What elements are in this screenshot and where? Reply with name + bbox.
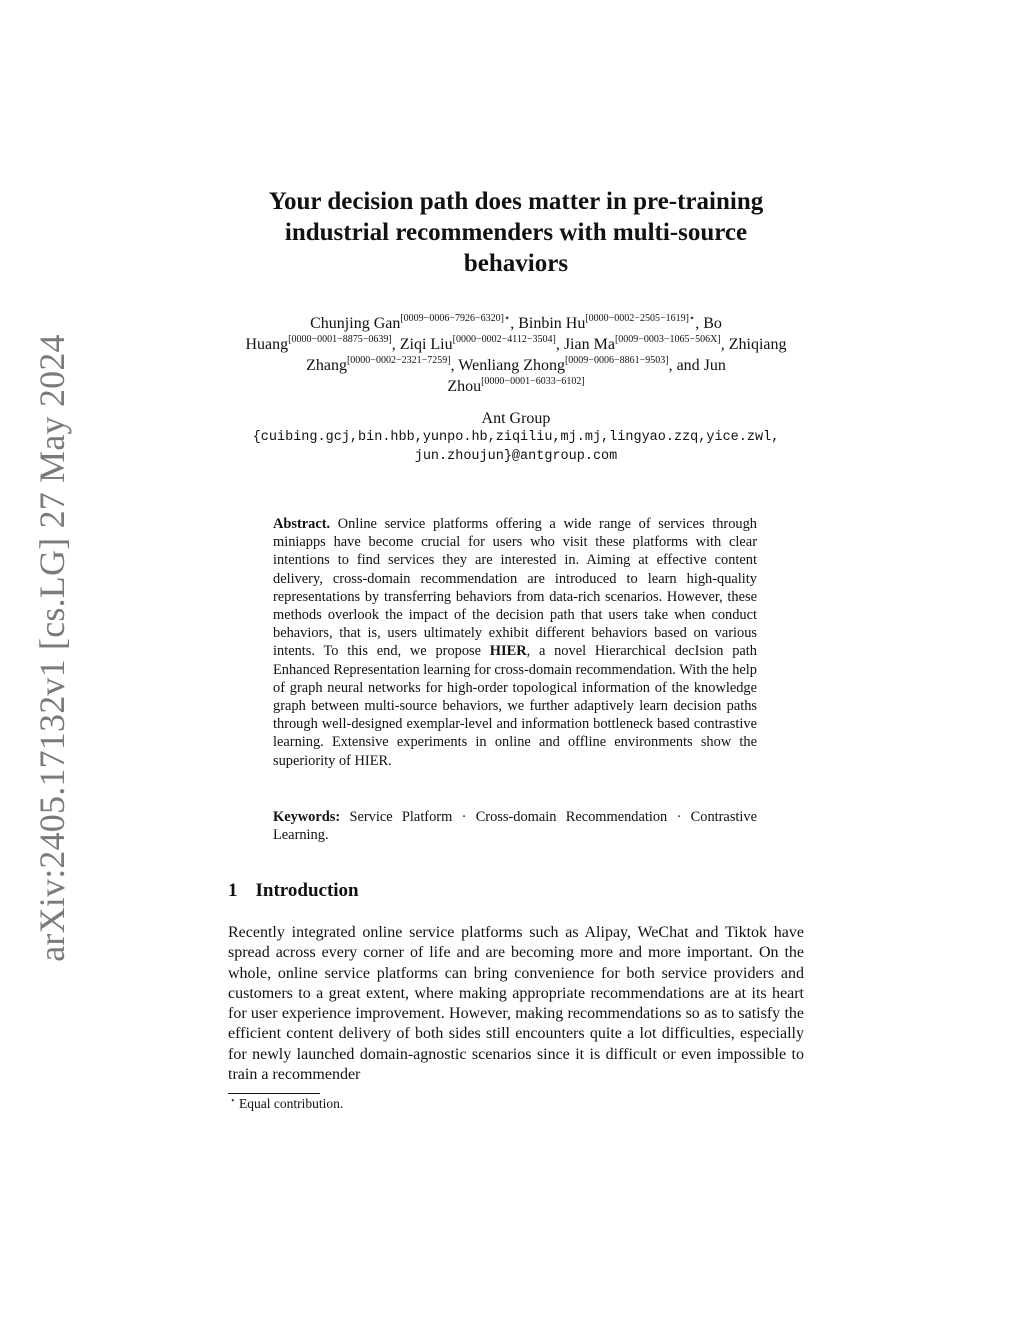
- paper-title: [226, 186, 806, 279]
- author-name: Wenliang Zhong: [458, 357, 565, 374]
- title-line: behaviors: [463, 250, 569, 277]
- abstract: [273, 515, 757, 770]
- section-title: Introduction: [255, 880, 359, 901]
- author-name: Jian Ma: [563, 336, 615, 353]
- email-line: jun.zhoujun}@antgroup.com: [414, 449, 618, 464]
- title-line: Your decision path does matter in pre-training: [268, 188, 764, 215]
- arxiv-identifier: arXiv:2405.17132v1 [cs.LG] 27 May 2024: [32, 334, 72, 962]
- footnote-rule: [228, 1093, 320, 1094]
- section-number: 1: [228, 880, 238, 901]
- keywords-text: Service Platform · Cross-domain Recommendation · Contrastive Learning.: [273, 809, 757, 844]
- author-orcid: [0000−0001−6033−6102]: [481, 376, 585, 387]
- author-orcid: [0000−0001−8875−0639]: [288, 334, 392, 345]
- author-name: Zhiqiang Zhang: [306, 336, 787, 374]
- keywords: [273, 808, 757, 844]
- introduction-paragraph: Recently integrated online service platforms such as Alipay, WeChat and Tiktok have spread across every corner of life and are becoming more and more important. On the whole, online service platforms can bring convenience for both service providers and customers to a great extent, where making appropriate recommendations are at its heart for user experience improvement. However, making recommendations so as to satisfy the efficient content delivery of both sides still encounters quite a lot difficulties, especially for newly launched domain-agnostic scenarios since it is difficult or even impossible to train a recommender: [228, 924, 804, 1084]
- author-orcid: [0009−0006−7926−6320]⋆: [400, 313, 511, 324]
- author-emails: [236, 428, 796, 466]
- abstract-text: Online service platforms offering a wide range of services through miniapps have become crucial for users who visit these platforms with clear intentions to find services they are interested in. Aiming at effective content delivery, cross-domain recommendation are introduced to learn high-quality representations by transferring behaviors from data-rich scenarios. However, these methods overlook the impact of the decision path that users take when conduct behaviors, that is, users ultimately exhibit different behaviors based on various intents. To this end, we propose: [273, 516, 757, 660]
- author-name: Ziqi Liu: [399, 336, 453, 353]
- author-name: Jun Zhou: [447, 357, 726, 395]
- footnote-mark: ⋆: [230, 1095, 236, 1105]
- footnote: [230, 1096, 343, 1112]
- author-name: Bo Huang: [245, 315, 722, 353]
- author-orcid: [0009−0006−8861−9503]: [564, 355, 669, 366]
- author-orcid: [0000−0002−2321−7259]: [346, 355, 451, 366]
- abstract-label: Abstract.: [273, 516, 331, 532]
- author-orcid: [0009−0003−1065−506X]: [614, 334, 721, 345]
- section-heading: [228, 880, 359, 902]
- author-list: Chunjing Gan$^{[0009-0006-7926-6320]⋆}$, Binbin $Hu^{[0000-0002-2505-1619]⋆}$, Bo Huang[0000−0001−8875−0639], Ziqi Liu[0000−0002−4112−3504], Jian Ma[0009−0003−1065−506X], Zhiqiang Zhang[0000−0002−2321−7259], Wenliang Zhong[0009−0006−8861−9503], and Jun Zhou[0000−0001−6033−6102]: [245, 313, 787, 395]
- keywords-label: Keywords:: [273, 809, 341, 825]
- footnote-text: Equal contribution.: [239, 1096, 344, 1111]
- author-orcid: [0000−0002−2505−1619]⋆: [585, 313, 696, 324]
- model-name: HIER: [489, 643, 527, 660]
- title-line: industrial recommenders with multi-source: [284, 219, 748, 246]
- abstract-text-continued: , a novel Hierarchical decIsion path Enhanced Representation learning for cross-domain recommendation. With the help of graph neural networks for high-order topological information of the knowledge graph between multi-source behaviors, we further adaptively learn decision paths through well-designed exemplar-level and information bottleneck based contrastive learning. Extensive experiments in online and offline environments show the superiority of HIER.: [273, 643, 757, 769]
- author-name: Binbin Hu: [518, 315, 586, 332]
- author-orcid: [0000−0002−4112−3504]: [452, 334, 556, 345]
- email-line: {cuibing.gcj,bin.hbb,yunpo.hb,ziqiliu,mj.mj,lingyao.zzq,yice.zwl,: [252, 430, 780, 445]
- affiliation: Ant Group: [481, 410, 551, 427]
- author-name: Chunjing Gan: [310, 315, 401, 332]
